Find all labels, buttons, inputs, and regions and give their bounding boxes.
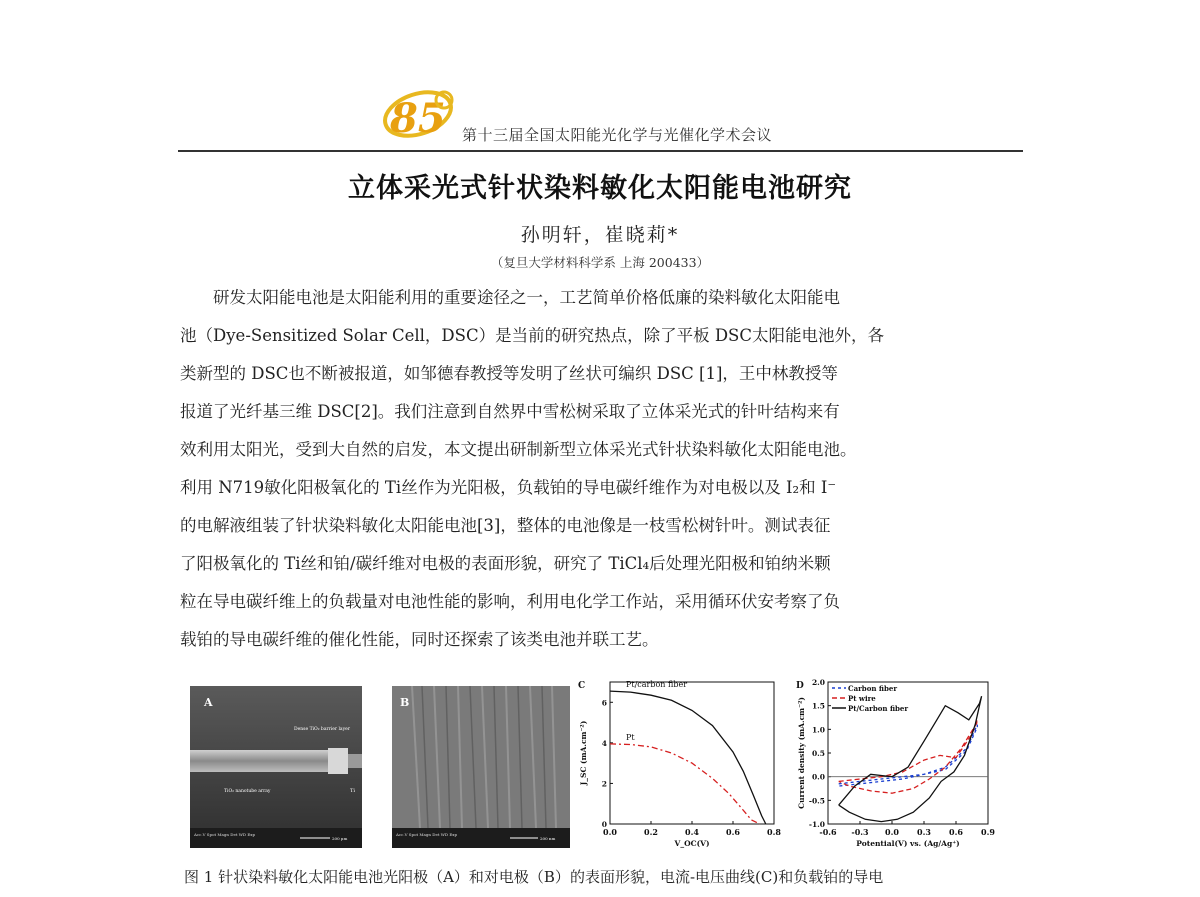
series-line (839, 696, 982, 821)
x-axis-label: V_OC(V) (674, 839, 710, 848)
body-line: 报道了光纤基三维 DSC[2]。我们注意到自然界中雪松树采取了立体采光式的针叶结构来有 (180, 402, 840, 421)
y-tick-label: 2.0 (811, 678, 825, 687)
x-tick-label: -0.6 (819, 827, 837, 837)
body-line: 的电解液组装了针状染料敏化太阳能电池[3]，整体的电池像是一枝雪松树针叶。测试表征 (180, 516, 831, 535)
figure-caption: 图 1 针状染料敏化太阳能电池光阳极（A）和对电极（B）的表面形貌，电流-电压曲线(C)和负载铂的导电 (184, 868, 884, 886)
legend-label: Carbon fiber (848, 684, 898, 693)
panel-a-label: A (204, 696, 213, 709)
cv-chart-panel-d (792, 676, 1002, 856)
legend-label: Pt/Carbon fiber (848, 704, 909, 713)
panel-b-info: Acc.V Spot Magn Det WD Exp (396, 832, 458, 837)
y-tick-label: 2 (601, 779, 607, 789)
x-tick-label: 0.3 (917, 827, 931, 837)
panel-a-annotation-top: Dense TiO₂ barrier layer (294, 727, 350, 732)
body-line: 载铂的导电碳纤维的催化性能，同时还探索了该类电池并联工艺。 (180, 630, 659, 649)
panel-a-info: Acc.V Spot Magn Det WD Exp (194, 832, 256, 837)
panel-b-label: B (400, 696, 410, 709)
panel-letter: D (796, 681, 804, 691)
x-tick-label: 0.6 (726, 827, 740, 837)
panel-letter: C (578, 681, 586, 691)
paper-title: 立体采光式针状染料敏化太阳能电池研究 (348, 173, 852, 204)
series-line (610, 744, 760, 824)
sem-panel-b (392, 686, 570, 848)
y-tick-label: 4 (601, 738, 607, 748)
y-tick-label: 0.5 (811, 749, 825, 758)
x-tick-label: 0.0 (885, 827, 899, 837)
logo-number: 85 (390, 95, 446, 142)
conference-logo (378, 84, 458, 142)
y-axis-label: Current density (mA.cm⁻²) (797, 697, 806, 809)
y-tick-label: -0.5 (808, 796, 825, 806)
x-tick-label: 0.6 (949, 827, 963, 837)
body-line: 效利用太阳光，受到大自然的启发，本文提出研制新型立体采光式针状染料敏化太阳能电池。 (180, 440, 857, 459)
paper-authors: 孙明轩，崔晓莉* (520, 224, 680, 246)
header-divider (178, 150, 1023, 152)
y-axis-label: J_SC (mA.cm⁻²) (579, 720, 588, 786)
legend-label: Pt wire (848, 694, 876, 703)
body-line: 了阳极氧化的 Ti丝和铂/碳纤维对电极的表面形貌，研究了 TiCl₄后处理光阳极和铂纳米颗 (180, 554, 831, 573)
x-axis-label: Potential(V) vs. (Ag/Ag⁺) (856, 839, 960, 848)
series-label: Pt (626, 732, 635, 742)
body-line: 粒在导电碳纤维上的负载量对电池性能的影响，利用电化学工作站，采用循环伏安考察了负 (180, 592, 840, 611)
body-line: 利用 N719敏化阳极氧化的 Ti丝作为光阳极，负载铂的导电碳纤维作为对电极以及 I₂和 I⁻ (180, 478, 837, 497)
x-tick-label: -0.3 (851, 827, 869, 837)
panel-a-annotation-right: Ti (350, 788, 355, 794)
x-tick-label: 0.2 (644, 827, 658, 837)
y-tick-label: 0.0 (811, 772, 825, 782)
series-label: Pt/carbon fiber (626, 680, 688, 690)
jv-chart-panel-c (574, 676, 784, 856)
body-line: 类新型的 DSC也不断被报道，如邹德春教授等发明了丝状可编织 DSC [1]，王中林教授等 (180, 364, 838, 383)
sem-panel-a (190, 686, 362, 848)
conference-title: 第十三届全国太阳能光化学与光催化学术会议 (462, 126, 773, 144)
x-tick-label: 0.0 (603, 827, 617, 837)
y-tick-label: 0 (601, 820, 607, 829)
panel-b-scale: 200 nm (540, 836, 556, 841)
paper-affiliation: （复旦大学材料科学系 上海 200433） (490, 255, 710, 270)
body-line: 研发太阳能电池是太阳能利用的重要途径之一，工艺简单价格低廉的染料敏化太阳能电 (180, 288, 840, 307)
y-tick-label: 6 (601, 698, 607, 708)
panel-a-annotation-bottom: TiO₂ nanotube array (224, 789, 271, 794)
y-tick-label: -1.0 (808, 820, 825, 829)
x-tick-label: 0.8 (767, 827, 781, 837)
y-tick-label: 1.0 (811, 725, 825, 735)
body-line: 池（Dye-Sensitized Solar Cell，DSC）是当前的研究热点，除了平板 DSC太阳能电池外，各 (180, 326, 884, 345)
series-line (610, 691, 766, 824)
x-tick-label: 0.4 (685, 827, 699, 837)
y-tick-label: 1.5 (811, 701, 825, 711)
panel-a-scale: 200 μm (332, 836, 348, 841)
plot-frame (610, 682, 774, 824)
x-tick-label: 0.9 (981, 827, 995, 837)
